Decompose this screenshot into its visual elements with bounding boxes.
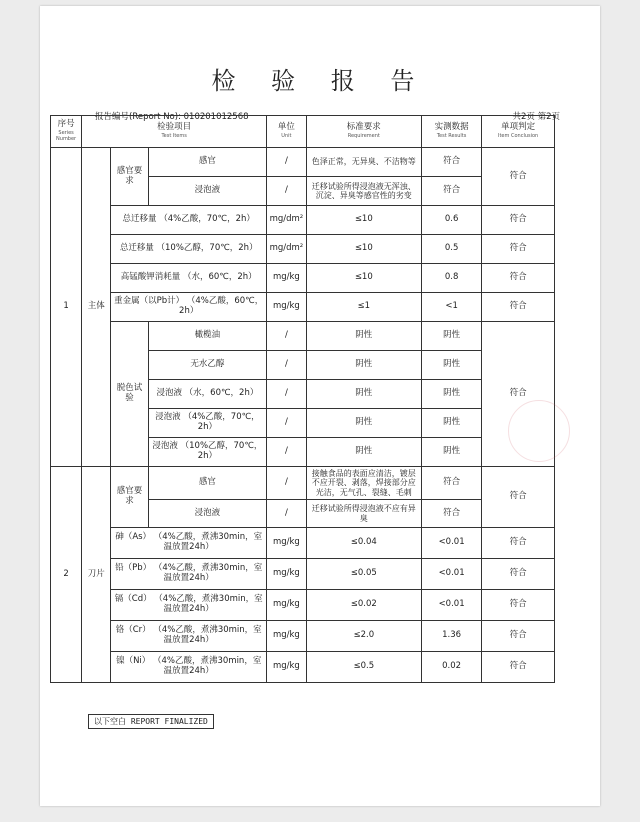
result-cell: 符合	[421, 500, 481, 528]
group-cell: 感官要求	[111, 148, 148, 206]
table-row	[51, 235, 555, 264]
header-req: 标准要求 Requirement	[306, 116, 421, 148]
req-cell: ≤2.0	[306, 621, 421, 652]
concl-cell: 符合	[482, 590, 555, 621]
result-cell: 0.02	[421, 652, 481, 683]
item-cell: 铅（Pb） （4%乙酸，煮沸30min，室温放置24h）	[111, 559, 267, 590]
req-cell: 阴性	[306, 380, 421, 409]
item-cell: 浸泡液 （4%乙酸，70℃，2h）	[148, 409, 266, 438]
unit-cell: mg/kg	[267, 621, 306, 652]
item-cell: 浸泡液 （水，60℃，2h）	[148, 380, 266, 409]
table-row	[51, 264, 555, 293]
item-cell: 浸泡液	[148, 177, 266, 206]
concl-cell: 符合	[482, 235, 555, 264]
unit-cell: /	[267, 148, 306, 177]
result-cell: <0.01	[421, 528, 481, 559]
item-cell: 总迁移量 （4%乙酸，70℃，2h）	[111, 206, 267, 235]
req-cell: ≤10	[306, 235, 421, 264]
concl-cell: 符合	[482, 528, 555, 559]
table-row	[51, 293, 555, 322]
table-row	[51, 528, 555, 559]
req-cell: 迁移试验所得浸泡液无浑浊、沉淀、异臭等感官性的劣变	[306, 177, 421, 206]
report-finalized-note: 以下空白 REPORT FINALIZED	[88, 714, 214, 729]
item-cell: 高锰酸钾消耗量 （水，60℃，2h）	[111, 264, 267, 293]
req-cell: 色泽正常，无异臭、不洁物等	[306, 148, 421, 177]
result-cell: 阴性	[421, 380, 481, 409]
group-cell: 脱色试验	[111, 322, 148, 467]
unit-cell: /	[267, 500, 306, 528]
results-table	[50, 115, 555, 683]
table-row	[51, 652, 555, 683]
item-cell: 橄榄油	[148, 322, 266, 351]
result-cell: 阴性	[421, 438, 481, 467]
req-cell: ≤0.02	[306, 590, 421, 621]
item-cell: 砷（As） （4%乙酸，煮沸30min，室温放置24h）	[111, 528, 267, 559]
unit-cell: /	[267, 177, 306, 206]
group-cell: 感官要求	[111, 467, 148, 528]
concl-cell: 符合	[482, 293, 555, 322]
result-cell: <0.01	[421, 590, 481, 621]
table-row	[51, 322, 555, 351]
req-cell: 阴性	[306, 438, 421, 467]
unit-cell: /	[267, 380, 306, 409]
item-cell: 无水乙醇	[148, 351, 266, 380]
result-cell: 符合	[421, 177, 481, 206]
result-cell: 0.6	[421, 206, 481, 235]
req-cell: 接触食品的表面应清洁，镀层不应开裂、剥落，焊接部分应光洁，无气孔、裂缝、毛刺	[306, 467, 421, 500]
result-cell: 阴性	[421, 409, 481, 438]
part-cell: 主体	[82, 148, 111, 467]
header-row	[51, 116, 555, 148]
item-cell: 感官	[148, 467, 266, 500]
unit-cell: mg/kg	[267, 264, 306, 293]
page-info: 共2页 第2页	[512, 112, 560, 122]
report-title: 检 验 报 告	[211, 67, 429, 95]
unit-cell: mg/kg	[267, 528, 306, 559]
table-row	[51, 559, 555, 590]
req-cell: ≤1	[306, 293, 421, 322]
result-cell: 符合	[421, 148, 481, 177]
result-cell: <0.01	[421, 559, 481, 590]
req-cell: ≤0.05	[306, 559, 421, 590]
req-cell: 阴性	[306, 322, 421, 351]
result-cell: 0.5	[421, 235, 481, 264]
seq-cell: 1	[51, 148, 82, 467]
table-row	[51, 148, 555, 177]
req-cell: 迁移试验所得浸泡液不应有异臭	[306, 500, 421, 528]
unit-cell: mg/dm²	[267, 206, 306, 235]
item-cell: 感官	[148, 148, 266, 177]
req-cell: 阴性	[306, 409, 421, 438]
table-row	[51, 206, 555, 235]
header-concl: 单项判定 Item Conclusion	[482, 116, 555, 148]
result-cell: <1	[421, 293, 481, 322]
unit-cell: mg/dm²	[267, 235, 306, 264]
concl-cell: 符合	[482, 322, 555, 467]
result-cell: 阴性	[421, 351, 481, 380]
concl-cell: 符合	[482, 148, 555, 206]
result-cell: 阴性	[421, 322, 481, 351]
result-cell: 1.36	[421, 621, 481, 652]
unit-cell: mg/kg	[267, 293, 306, 322]
part-cell: 刀片	[82, 467, 111, 683]
unit-cell: /	[267, 438, 306, 467]
item-cell: 浸泡液 （10%乙醇，70℃，2h）	[148, 438, 266, 467]
unit-cell: /	[267, 351, 306, 380]
concl-cell: 符合	[482, 206, 555, 235]
seq-cell: 2	[51, 467, 82, 683]
header-result: 实测数据 Test Results	[421, 116, 481, 148]
unit-cell: mg/kg	[267, 559, 306, 590]
req-cell: ≤0.04	[306, 528, 421, 559]
concl-cell: 符合	[482, 621, 555, 652]
concl-cell: 符合	[482, 652, 555, 683]
table-row	[51, 621, 555, 652]
result-cell: 0.8	[421, 264, 481, 293]
item-cell: 镍（Ni） （4%乙酸，煮沸30min，室温放置24h）	[111, 652, 267, 683]
header-items: 检验项目 Test Items	[82, 116, 267, 148]
report-number: 报告编号(Report No): 010201012568	[95, 112, 249, 122]
unit-cell: /	[267, 409, 306, 438]
concl-cell: 符合	[482, 467, 555, 528]
table-row	[51, 467, 555, 500]
req-cell: ≤0.5	[306, 652, 421, 683]
item-cell: 镉（Cd） （4%乙酸，煮沸30min，室温放置24h）	[111, 590, 267, 621]
item-cell: 铬（Cr） （4%乙酸，煮沸30min，室温放置24h）	[111, 621, 267, 652]
result-cell: 符合	[421, 467, 481, 500]
header-unit: 单位 Unit	[267, 116, 306, 148]
unit-cell: /	[267, 322, 306, 351]
concl-cell: 符合	[482, 264, 555, 293]
concl-cell: 符合	[482, 559, 555, 590]
req-cell: ≤10	[306, 264, 421, 293]
req-cell: ≤10	[306, 206, 421, 235]
item-cell: 浸泡液	[148, 500, 266, 528]
req-cell: 阴性	[306, 351, 421, 380]
table-row	[51, 590, 555, 621]
item-cell: 重金属（以Pb计） （4%乙酸，60℃，2h）	[111, 293, 267, 322]
header-seq: 序号 Series Number	[51, 116, 82, 148]
unit-cell: /	[267, 467, 306, 500]
item-cell: 总迁移量 （10%乙醇，70℃，2h）	[111, 235, 267, 264]
unit-cell: mg/kg	[267, 652, 306, 683]
unit-cell: mg/kg	[267, 590, 306, 621]
